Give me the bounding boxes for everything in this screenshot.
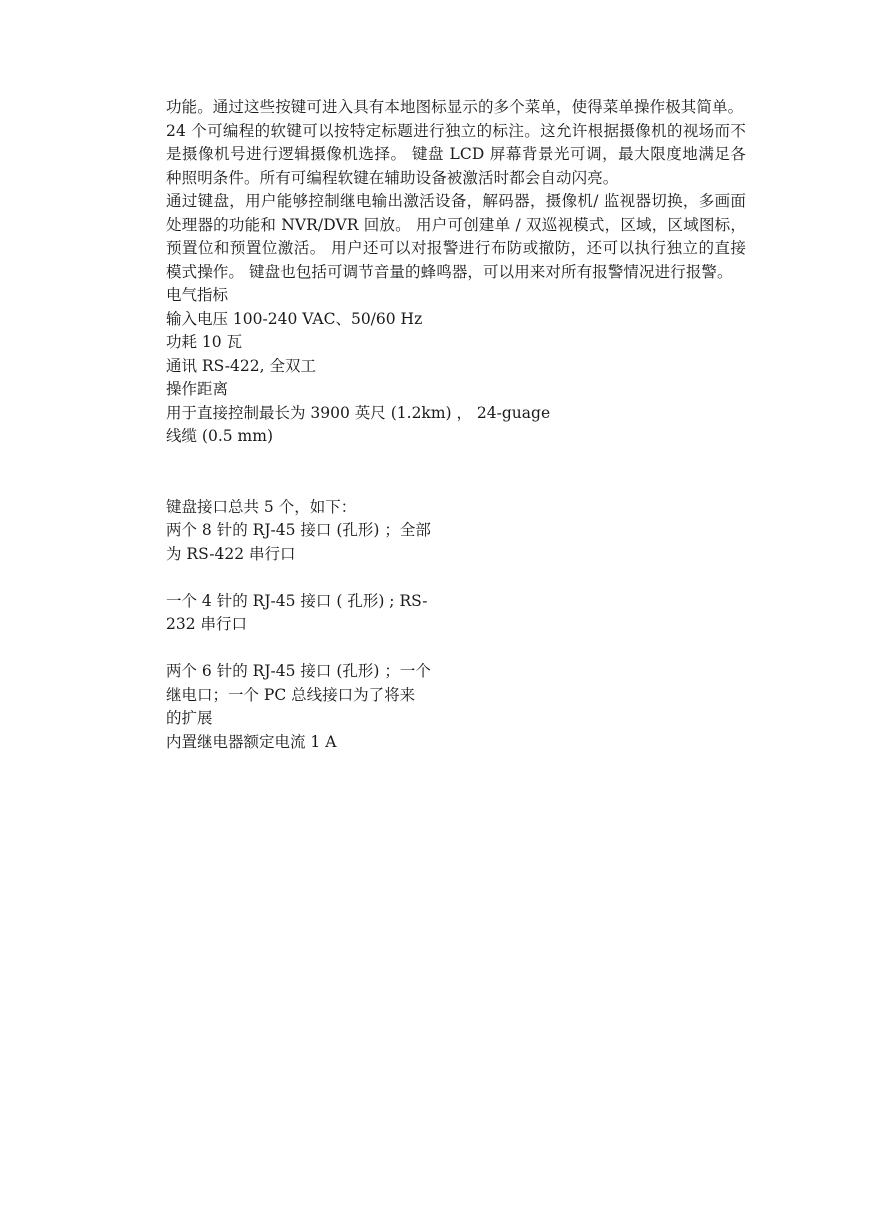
spacer xyxy=(166,637,746,661)
paragraph-soft-keys: 24 个可编程的软键可以按特定标题进行独立的标注。这允许根据摄像机的视场而不是摄像机号进行逻辑摄像机选择。 键盘 LCD 屏幕背景光可调，最大限度地满足各种照明条件。所有可编程软键在辅助设备被激活时都会自动闪亮。 xyxy=(166,121,746,187)
electrical-heading: 电气指标 xyxy=(166,286,229,304)
spec-communication: 通讯 RS-422, 全双工 xyxy=(166,356,316,375)
ports-intro: 键盘接口总共 5 个，如下： xyxy=(166,497,357,516)
distance-heading: 操作距离 xyxy=(166,380,229,398)
spec-voltage: 输入电压 100-240 VAC、50/60 Hz xyxy=(166,309,423,328)
port3-line2: 继电口；一个 PC 总线接口为了将来 xyxy=(166,685,416,704)
port3-line3: 的扩展 xyxy=(166,709,213,727)
port2-line1: 一个 4 针的 RJ-45 接口 ( 孔形) ; RS- xyxy=(166,591,428,610)
spacer xyxy=(166,449,746,496)
paragraph-menu-keys: 功能。通过这些按键可进入具有本地图标显示的多个菜单，使得菜单操作极其简单。 xyxy=(166,98,744,116)
document-page xyxy=(166,96,746,754)
spec-distance-line1: 用于直接控制最长为 3900 英尺 (1.2km) ， 24-guage xyxy=(166,403,551,422)
port1-line2: 为 RS-422 串行口 xyxy=(166,544,296,563)
relay-rating: 内置继电器额定电流 1 A xyxy=(166,732,337,751)
spacer xyxy=(166,566,746,590)
paragraph-keyboard-control: 通过键盘，用户能够控制继电输出激活设备，解码器，摄像机/ 监视器切换，多画面处理器的功能和 NVR/DVR 回放。 用户可创建单 / 双巡视模式，区域，区域图标，预置位和预置位激活。 用户还可以对报警进行布防或撤防，还可以执行独立的直接模式操作。 键盘也包括可调节音量的蜂鸣器，可以用来对所有报警情况进行报警。 xyxy=(166,192,746,281)
spec-distance-line2: 线缆 (0.5 mm) xyxy=(166,427,273,445)
port1-line1: 两个 8 针的 RJ-45 接口 (孔形) ；全部 xyxy=(166,521,431,539)
port3-line1: 两个 6 针的 RJ-45 接口 (孔形) ；一个 xyxy=(166,662,431,680)
port2-line2: 232 串行口 xyxy=(166,615,248,633)
spec-power: 功耗 10 瓦 xyxy=(166,333,243,351)
